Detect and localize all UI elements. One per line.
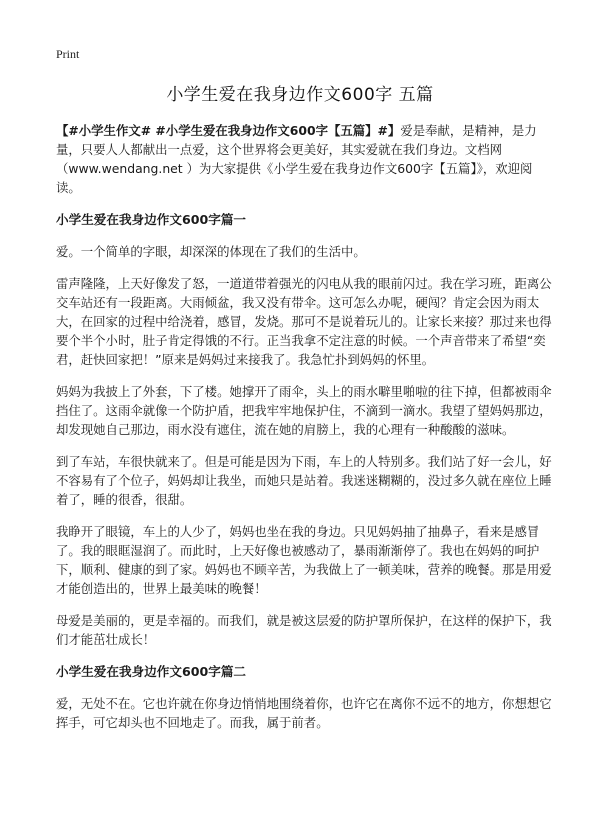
paragraph: 爱，无处不在。它也许就在你身边悄悄地围绕着你，也许它在离你不远不的地方，你想想它挥手，可它却头也不回地走了。而我，属于前者。 xyxy=(56,696,552,730)
page-title: 小学生爱在我身边作文600字 五篇 xyxy=(166,85,434,105)
paragraph: 妈妈为我披上了外套，下了楼。她撑开了雨伞，头上的雨水噼里啪啦的往下掉，但都被雨伞挡住了。这雨伞就像一个防护盾，把我牢牢地保护住，不滴到一滴水。我望了望妈妈那边，却发现她自己那边，雨水没有遮住，流在她的肩膀上，我的心理有一种酸酸的滋味。 xyxy=(56,384,552,437)
article-body xyxy=(56,121,552,745)
paragraph: 我睁开了眼镜，车上的人少了，妈妈也坐在我的身边。只见妈妈抽了抽鼻子，看来是感冒了。我的眼眶湿润了。而此时，上天好像也被感动了，暴雨渐渐停了。我也在妈妈的呵护下，顺利、健康的到了家。妈妈也不顾辛苦，为我做上了一顿美味，营养的晚餐。那是用爱才能创造出的，世界上最美味的晚餐！ xyxy=(56,524,552,596)
section-heading: 小学生爱在我身边作文600字篇二 xyxy=(56,664,247,679)
intro-tag: 【#小学生作文# #小学生爱在我身边作文600字【五篇】#】 xyxy=(56,123,401,138)
paragraph: 雷声隆隆，上天好像发了怒，一道道带着强光的闪电从我的眼前闪过。我在学习班，距离公交车站还有一段距离。大雨倾盆，我又没有带伞。这可怎么办呢，硬闯？肯定会因为雨太大，在回家的过程中给浇着，感冒，发烧。那可不是说着玩儿的。让家长来接？那过来也得要个半个小时，肚子肯定得饿的不行。正当我拿不定注意的时候。一个声音带来了希望“奕君，赶快回家把！”原来是妈妈过来接我了。我急忙扑到妈妈的怀里。 xyxy=(56,276,552,367)
print-link[interactable]: Print xyxy=(56,47,80,61)
paragraph: 母爱是美丽的，更是幸福的。而我们，就是被这层爱的防护罩所保护，在这样的保护下，我们才能茁壮成长！ xyxy=(56,613,552,647)
paragraph: 到了车站，车很快就来了。但是可能是因为下雨，车上的人特别多。我们站了好一会儿，好不容易有了个位子，妈妈却让我坐，而她只是站着。我迷迷糊糊的，没过多久就在座位上睡着了，睡的很香，很甜。 xyxy=(56,454,552,507)
intro-paragraph xyxy=(56,121,552,197)
paragraph: 爱。一个简单的字眼，却深深的体现在了我们的生活中。 xyxy=(56,244,366,259)
intro-text: 爱是奉献，是精神，是力量，只要人人都献出一点爱，这个世界将会更美好，其实爱就在我们身边。文档网（www.wendang.net ）为大家提供《小学生爱在我身边作文600字【五篇】》，欢迎阅读。 xyxy=(56,123,537,195)
section-heading: 小学生爱在我身边作文600字篇一 xyxy=(56,212,247,227)
